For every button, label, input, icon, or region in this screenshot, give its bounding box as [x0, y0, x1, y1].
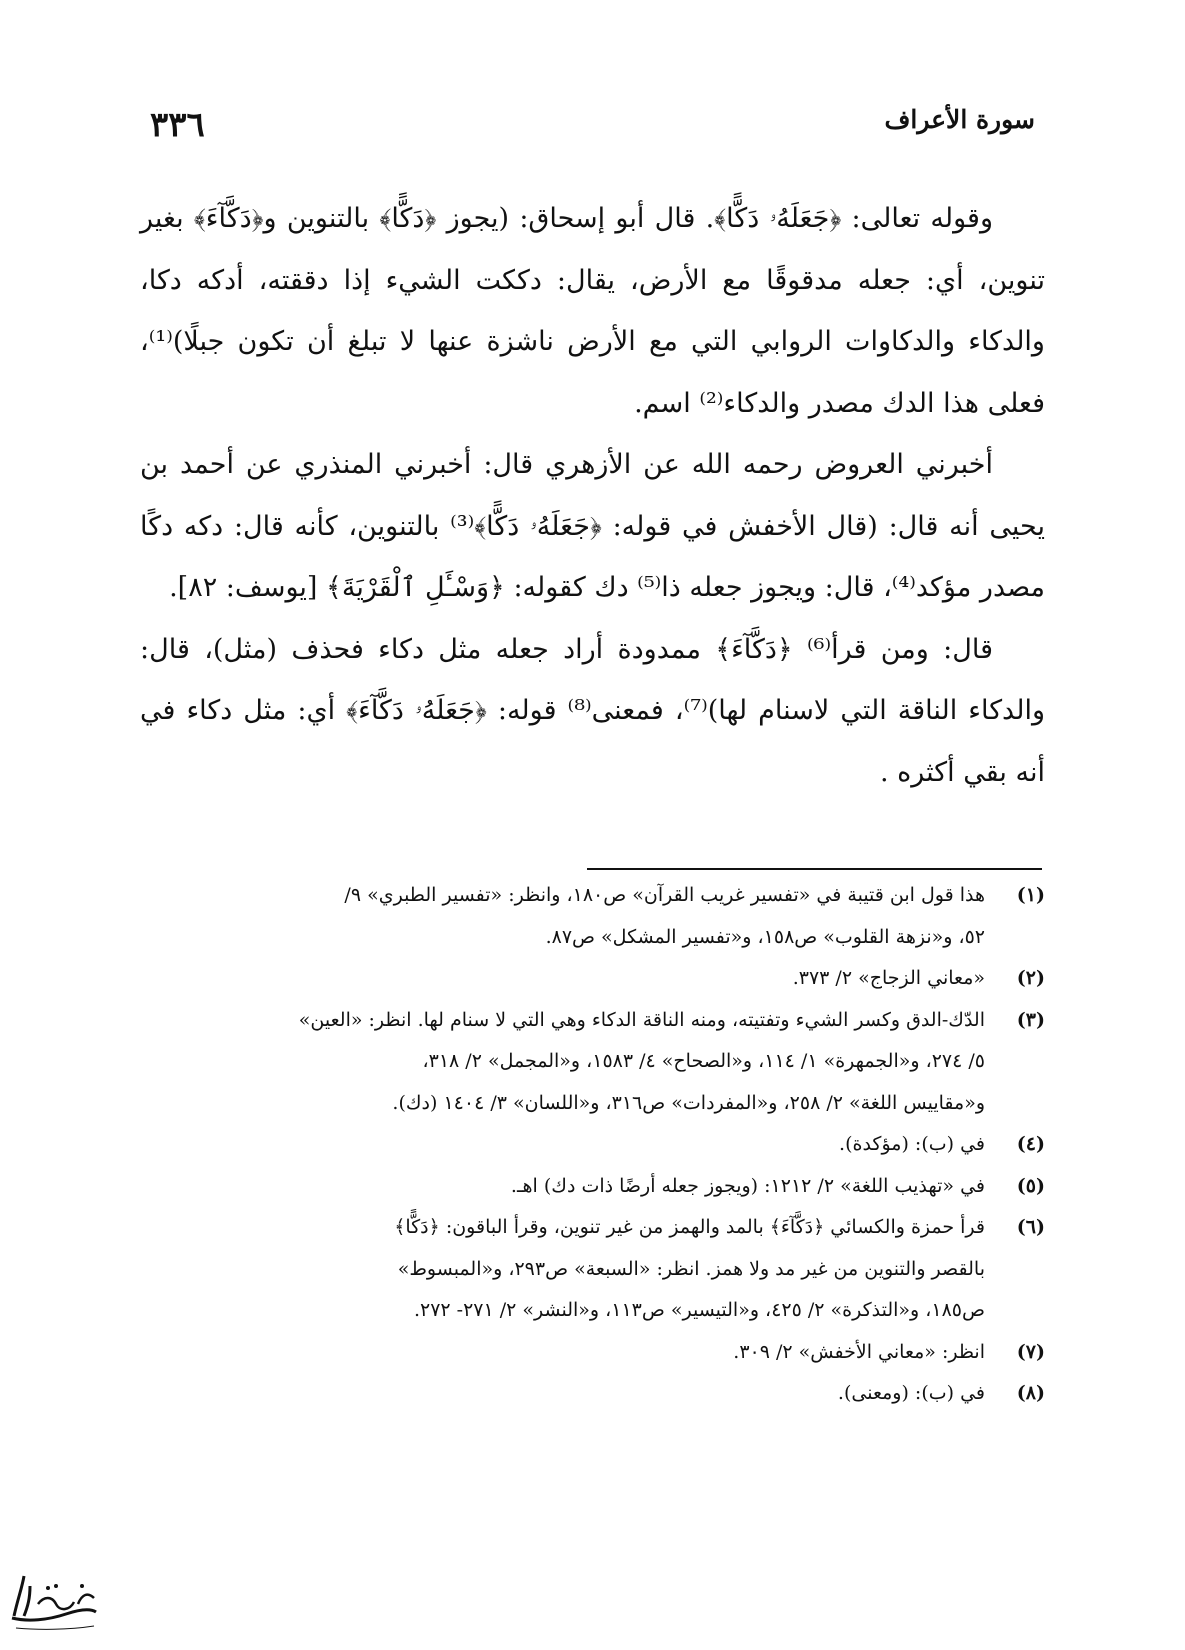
- footnote: [140, 1332, 1045, 1374]
- footnote-line: ٥/ ٢٧٤، و«الجمهرة» ١/ ١١٤، و«الصحاح» ٤/ ١٥٨٣، و«المجمل» ٢/ ٣١٨،: [422, 1050, 985, 1072]
- footnote-line: ص١٨٥، و«التذكرة» ٢/ ٤٢٥، و«التيسير» ص١١٣، و«النشر» ٢/ ٢٧١- ٢٧٢.: [413, 1299, 985, 1321]
- text-line: بالتنوين، كأنه قال: دكه دكًا مصدر مؤكد⁽⁴⁾، قال: ويجوز جعله ذا⁽⁵⁾ دك: [140, 510, 1045, 603]
- footnote-line: هذا قول ابن قتيبة في «تفسير غريب القرآن» ص١٨٠، وانظر: «تفسير الطبري» ٩/: [344, 884, 985, 906]
- text-line: قال: والدكاء الناقة التي لاسنام لها)⁽⁷⁾، فمعنى⁽⁸⁾ قوله: ﴿جَعَلَهُۥ دَكَّآءَ﴾: [140, 633, 1045, 726]
- footnote-text: [140, 1332, 985, 1374]
- footnote: [140, 1373, 1045, 1415]
- footnote: [140, 1166, 1045, 1208]
- text-line: أخبرني العروض رحمه الله عن الأزهري قال: أخبرني المنذري عن: [245, 449, 993, 480]
- footnote-number: (٨): [1016, 1382, 1045, 1404]
- text-line: الشيء إذا دققته، أدكه دكا، والدكاء والدكاوات الروابي التي مع الأرض: [140, 264, 1045, 357]
- page-number: ٣٣٦: [150, 105, 205, 145]
- main-text: [140, 188, 1045, 803]
- calligraphy-logo-icon: [8, 1558, 100, 1638]
- footnotes: [140, 875, 1045, 1415]
- text-line: بالتنوين و﴿دَكَّآءَ﴾ بغير تنوين، أي: جعله مدقوقًا مع الأرض، يقال: دككت: [140, 203, 1045, 296]
- footnote-number: (٢): [1016, 967, 1045, 989]
- footnote-line: في (ب): (ومعنى).: [837, 1382, 985, 1404]
- footnote: [140, 1124, 1045, 1166]
- paragraph: [140, 188, 1045, 434]
- footnote-line: الدّك-الدق وكسر الشيء وتفتيته، ومنه الناقة الدكاء وهي التي لا سنام لها. انظر: «العين»: [298, 1008, 985, 1031]
- footnote-text: [140, 958, 985, 1000]
- footnote-number: (٤): [1016, 1133, 1045, 1155]
- footnote-line: انظر: «معاني الأخفش» ٢/ ٣٠٩.: [733, 1340, 985, 1363]
- footnote-number: (٥): [1016, 1174, 1045, 1197]
- footnote-number: (١): [1016, 884, 1045, 906]
- footnote: [140, 1207, 1045, 1332]
- footnote: [140, 875, 1045, 958]
- surah-title: سورة الأعراف: [884, 105, 1035, 134]
- footnote-text: [140, 875, 985, 958]
- text-line: أي: مثل دكاء في أنه بقي أكثره .: [140, 695, 1045, 788]
- text-line: كقوله: ﴿وَسْـَٔلِ ٱلْقَرْيَةَ﴾ [يوسف: ٨٢].: [169, 572, 586, 603]
- footnote-number: (٣): [1016, 1008, 1045, 1031]
- footnote-line: في (ب): (مؤكدة).: [839, 1133, 985, 1155]
- page-header: [150, 105, 1035, 150]
- footnote: [140, 1000, 1045, 1125]
- footnote-line: «معاني الزجاج» ٢/ ٣٧٣.: [792, 967, 985, 989]
- text-line: وقوله تعالى: ﴿جَعَلَهُۥ دَكًّا﴾. قال أبو إسحاق: (يجوز ﴿دَكًّا﴾: [379, 203, 993, 234]
- footnote-divider: [587, 868, 1042, 870]
- text-line: أحمد بن يحيى أنه قال: (قال الأخفش في قوله: ﴿جَعَلَهُۥ دَكًّا﴾⁽³⁾: [140, 449, 1045, 542]
- footnote-text: [140, 1373, 985, 1415]
- footnote-number: (٦): [1016, 1216, 1045, 1238]
- footnote-line: بالقصر والتنوين من غير مد ولا همز. انظر: «السبعة» ص٢٩٣، و«المبسوط»: [397, 1257, 985, 1280]
- text-line: قال: ومن قرأ⁽⁶⁾ ﴿دَكَّآءَ﴾ ممدودة أراد جعله مثل دكاء فحذف (مثل)،: [204, 633, 993, 665]
- footnote-text: [140, 1166, 985, 1208]
- footnote: [140, 958, 1045, 1000]
- footnote-line: ٥٢، و«نزهة القلوب» ص١٥٨، و«تفسير المشكل» ص٨٧.: [545, 925, 985, 948]
- paragraph: [140, 434, 1045, 619]
- footnote-line: قرأ حمزة والكسائي ﴿دَكَّآءَ﴾ بالمد والهمز من غير تنوين، وقرأ الباقون: ﴿دَكًّا﴾: [394, 1216, 985, 1238]
- text-line: ناشزة عنها لا تبلغ أن تكون جبلًا)⁽¹⁾، فعلى هذا الدك مصدر والدكاء⁽²⁾ اسم.: [140, 326, 1045, 419]
- footnote-text: [140, 1207, 985, 1332]
- footnote-text: [140, 1000, 985, 1125]
- footnote-line: في «تهذيب اللغة» ٢/ ١٢١٢: (ويجوز جعله أرضًا ذات دك) اهـ.: [510, 1174, 985, 1197]
- footnote-text: [140, 1124, 985, 1166]
- footnote-number: (٧): [1016, 1340, 1045, 1363]
- footnote-line: و«مقاييس اللغة» ٢/ ٢٥٨، و«المفردات» ص٣١٦، و«اللسان» ٣/ ١٤٠٤ (دك).: [392, 1091, 985, 1114]
- paragraph: [140, 619, 1045, 804]
